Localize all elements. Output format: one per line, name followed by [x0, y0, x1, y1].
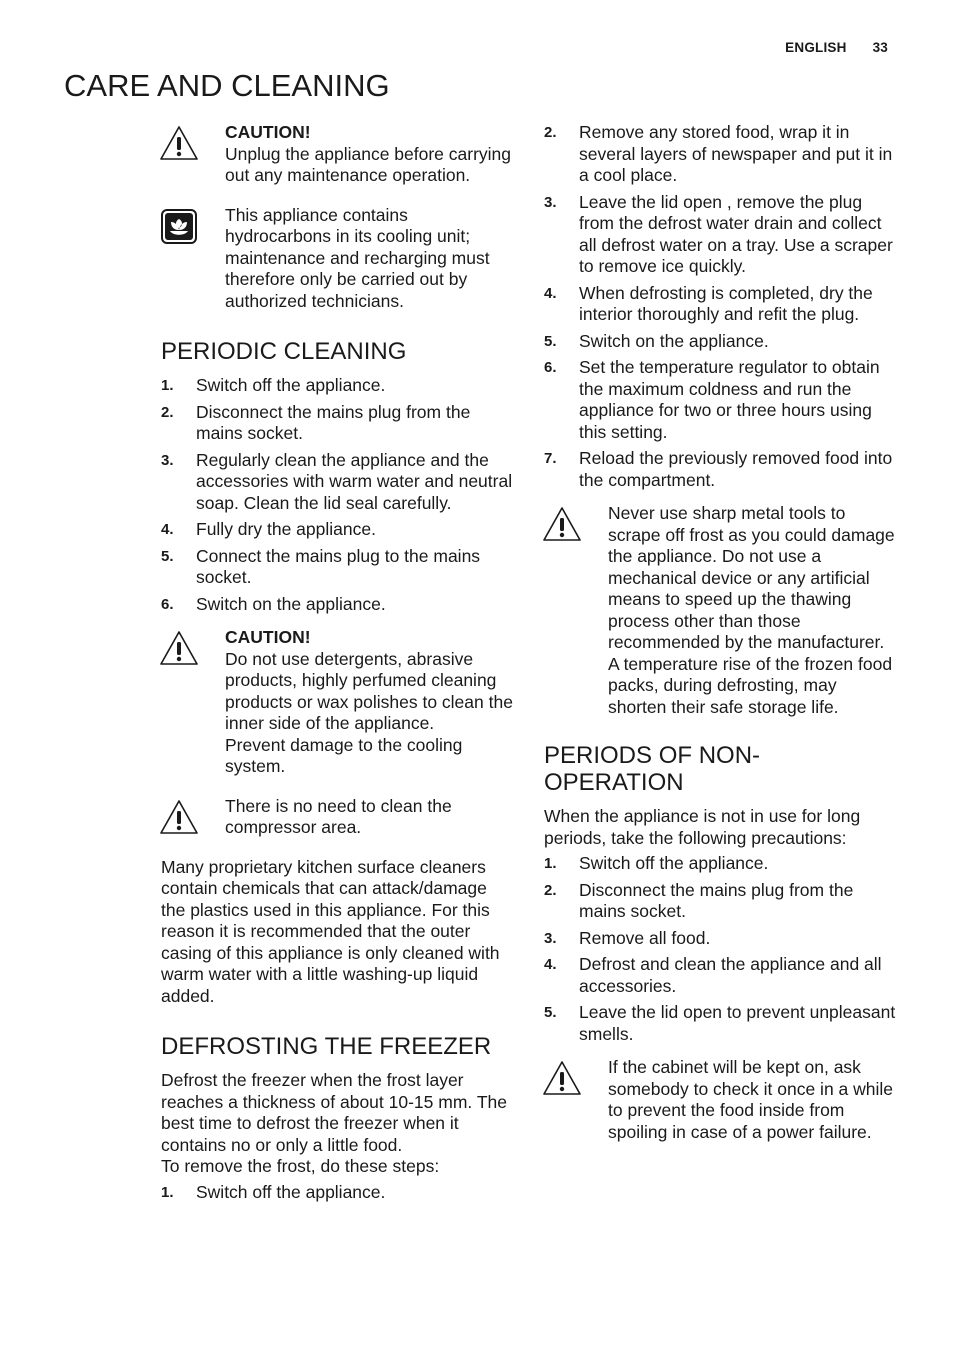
page-title: CARE AND CLEANING	[64, 68, 390, 103]
list-item: 5. Switch on the appliance.	[544, 330, 769, 351]
warning-triangle-icon	[159, 124, 199, 162]
warning-triangle-icon	[542, 505, 582, 543]
cabinet-text: If the cabinet will be kept on, ask somebody to check it once in a while to prevent the food inside from spoiling in case of a power failure.	[608, 1057, 894, 1142]
non-operation-heading: PERIODS OF NON-OPERATION	[544, 742, 761, 796]
cabinet-note	[544, 1057, 896, 1143]
list-item: 4. Fully dry the appliance.	[161, 519, 376, 539]
list-item: 4. Defrost and clean the appliance and all accessories.	[544, 954, 882, 996]
list-item: 2. Disconnect the mains plug from the mains socket.	[544, 879, 854, 921]
defrost-steps-continued	[544, 122, 896, 491]
caution-label: CAUTION!	[225, 122, 311, 142]
defrost-steps-start	[161, 1182, 513, 1204]
cleaners-paragraph: Many proprietary kitchen surface cleaners contain chemicals that can attack/damage the plastics used in this appliance. For this reason it is recommended that the outer casing of this appliance is only cleaned with warm water with a little washing-up liquid added.	[161, 856, 500, 1006]
list-item: 1. Switch off the appliance.	[544, 853, 769, 873]
list-item: 2. Disconnect the mains plug from the mains socket.	[161, 401, 471, 443]
caution-text: Unplug the appliance before carrying out any maintenance operation.	[225, 143, 512, 185]
list-item: 2. Remove any stored food, wrap it in several layers of newspaper and put it in a cool place.	[544, 122, 893, 185]
right-column	[544, 122, 896, 1161]
list-item: 7. Reload the previously removed food into the compartment.	[544, 448, 893, 490]
compressor-text: There is no need to clean the compressor area.	[225, 795, 452, 837]
left-column	[161, 122, 513, 1215]
environment-text: This appliance contains hydrocarbons in its cooling unit; maintenance and recharging must therefore only be carried out by authorized technicians.	[225, 204, 490, 311]
compressor-note	[161, 796, 513, 839]
list-item: 3. Remove all food.	[544, 927, 711, 948]
non-operation-intro: When the appliance is not in use for long periods, take the following precautions:	[544, 806, 861, 848]
list-item: 1. Switch off the appliance.	[161, 1181, 386, 1202]
warning-triangle-icon	[159, 629, 199, 667]
list-item: 6. Switch on the appliance.	[161, 593, 386, 614]
header-page-number: 33	[872, 40, 888, 55]
periodic-cleaning-heading: PERIODIC CLEANING	[161, 338, 407, 365]
caution-text: Do not use detergents, abrasive products, highly perfumed cleaning products or wax polishes to clean the inner side of the appliance.	[225, 648, 513, 733]
caution-detergents-note	[161, 627, 513, 778]
defrost-steps-intro: To remove the frost, do these steps:	[161, 1156, 440, 1176]
list-item: 3. Regularly clean the appliance and the accessories with warm water and neutral soap. Clean the lid seal carefully.	[161, 449, 513, 513]
caution-unplug-note	[161, 122, 513, 187]
warning-triangle-icon	[542, 1059, 582, 1097]
list-item: 6. Set the temperature regulator to obtain the maximum coldness and run the appliance for two or three hours using this setting.	[544, 357, 880, 442]
list-item: 5. Leave the lid open to prevent unpleasant smells.	[544, 1002, 896, 1044]
caution-label: CAUTION!	[225, 627, 311, 647]
list-item: 5. Connect the mains plug to the mains socket.	[161, 545, 481, 587]
sharp-tools-warning	[544, 503, 896, 718]
sharp-tools-text: Never use sharp metal tools to scrape off frost as you could damage the appliance. Do not use a mechanical device or any artificial means to speed up the thawing process other than those recommended by the manufacturer. A temperature rise of the frozen food packs, during defrosting, may shorten their safe storage life.	[608, 503, 895, 717]
defrosting-heading: DEFROSTING THE FREEZER	[161, 1033, 492, 1060]
caution-text-2: Prevent damage to the cooling system.	[225, 734, 463, 776]
non-operation-steps	[544, 853, 896, 1045]
environment-flower-icon	[159, 207, 199, 245]
warning-triangle-icon	[159, 798, 199, 836]
defrost-paragraph: Defrost the freezer when the frost layer reaches a thickness of about 10-15 mm. The best time to defrost the freezer when it contains no or only a little food.	[161, 1070, 507, 1155]
periodic-cleaning-steps	[161, 375, 513, 615]
list-item: 3. Leave the lid open , remove the plug from the defrost water drain and collect all defrost water on a tray. Use a scraper to remove ice quickly.	[544, 191, 893, 276]
header-language: ENGLISH	[785, 40, 847, 55]
list-item: 4. When defrosting is completed, dry the interior thoroughly and refit the plug.	[544, 282, 873, 324]
environment-note	[161, 205, 513, 313]
page-header	[785, 40, 888, 55]
list-item: 1. Switch off the appliance.	[161, 375, 386, 395]
